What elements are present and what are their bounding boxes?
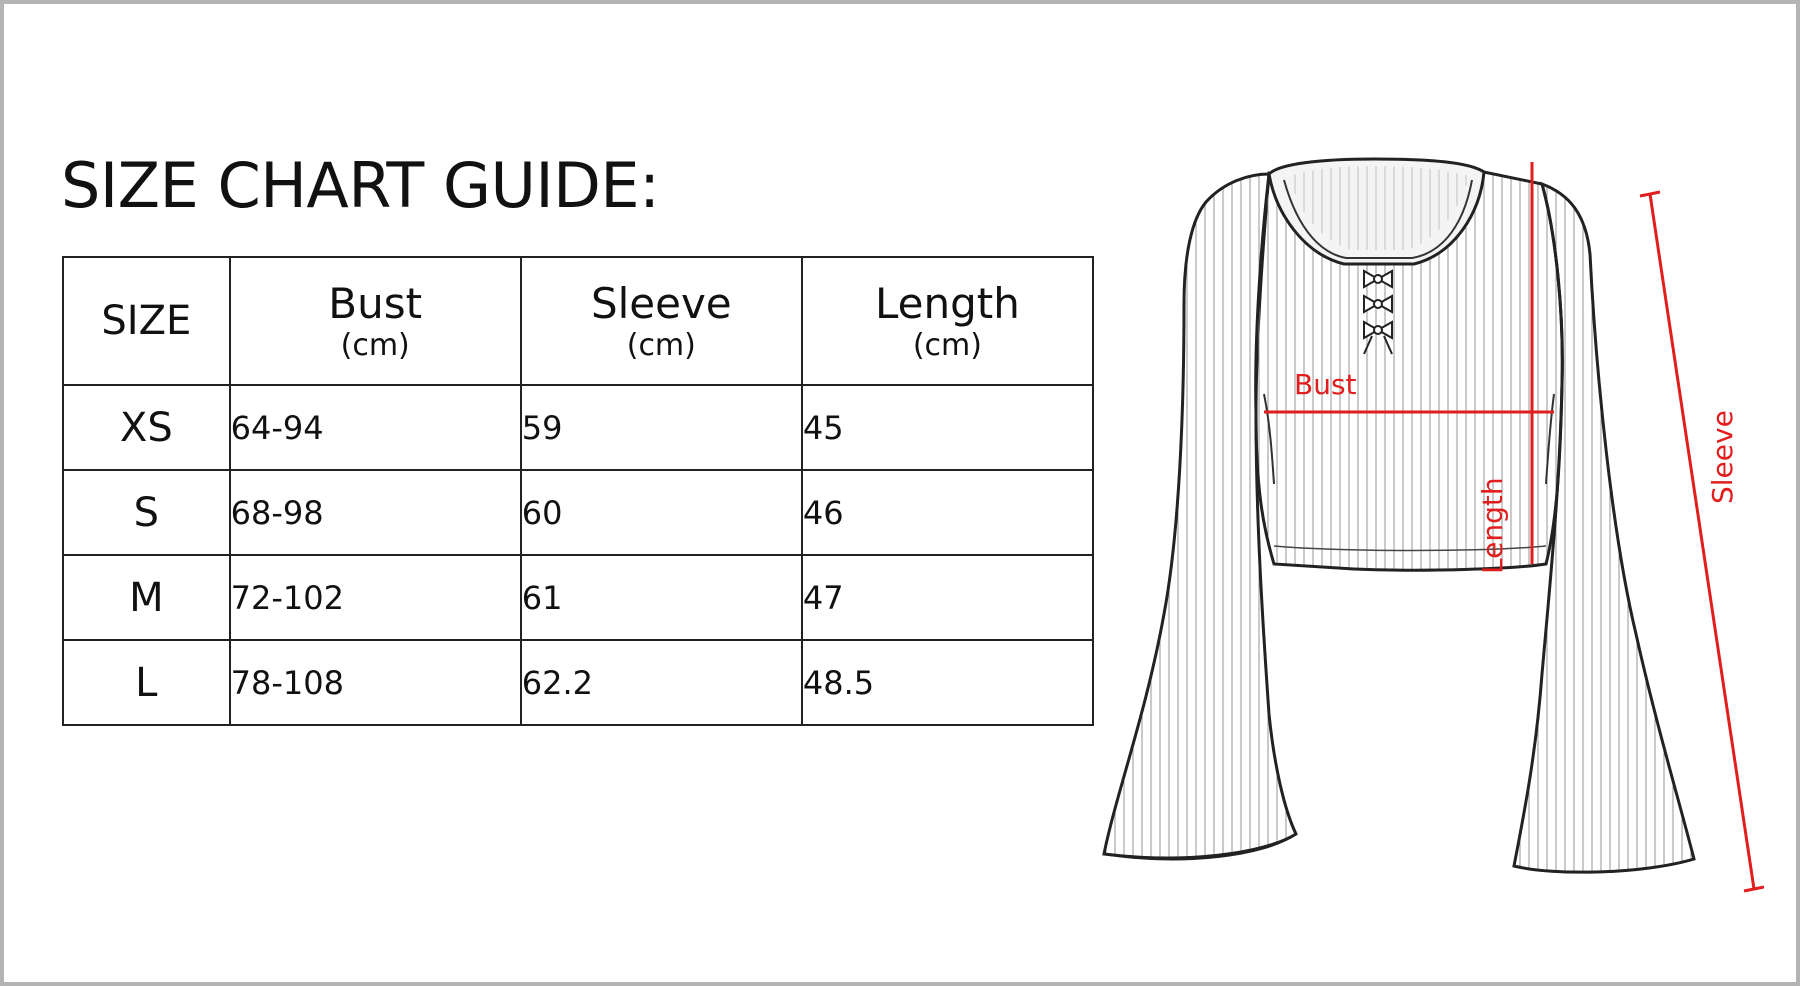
length-cell: 47: [802, 555, 1093, 640]
bust-cell: 68-98: [230, 470, 521, 555]
length-cell: 46: [802, 470, 1093, 555]
header-bust: [230, 257, 521, 385]
header-length-unit: (cm): [912, 328, 982, 363]
page-title: SIZE CHART GUIDE:: [61, 149, 660, 222]
bust-cell: 64-94: [230, 385, 521, 470]
bust-cell: 78-108: [230, 640, 521, 725]
header-sleeve-label: Sleeve: [590, 279, 732, 328]
sleeve-cell: 62.2: [521, 640, 802, 725]
header-size: [63, 257, 230, 385]
table-row: [63, 555, 1093, 640]
header-length: [802, 257, 1093, 385]
sleeve-cell: 59: [521, 385, 802, 470]
size-cell: XS: [63, 385, 230, 470]
table-row: [63, 640, 1093, 725]
bust-measure-label: Bust: [1294, 368, 1357, 401]
table-row: [63, 470, 1093, 555]
sleeve-cell: 61: [521, 555, 802, 640]
table-header-row: [63, 257, 1093, 385]
header-bust-label: Bust: [328, 279, 423, 328]
table-row: [63, 385, 1093, 470]
sleeve-cell: 60: [521, 470, 802, 555]
length-cell: 45: [802, 385, 1093, 470]
header-bust-unit: (cm): [340, 328, 410, 363]
garment-illustration: [1084, 154, 1764, 934]
size-table: [62, 256, 1094, 726]
header-sleeve-unit: (cm): [626, 328, 696, 363]
size-cell: L: [63, 640, 230, 725]
length-measure-label: Length: [1476, 477, 1509, 574]
length-cell: 48.5: [802, 640, 1093, 725]
size-cell: M: [63, 555, 230, 640]
bust-cell: 72-102: [230, 555, 521, 640]
sleeve-measure-label: Sleeve: [1706, 410, 1739, 504]
header-sleeve: [521, 257, 802, 385]
header-size-label: SIZE: [101, 298, 192, 344]
size-cell: S: [63, 470, 230, 555]
header-length-label: Length: [874, 279, 1020, 328]
